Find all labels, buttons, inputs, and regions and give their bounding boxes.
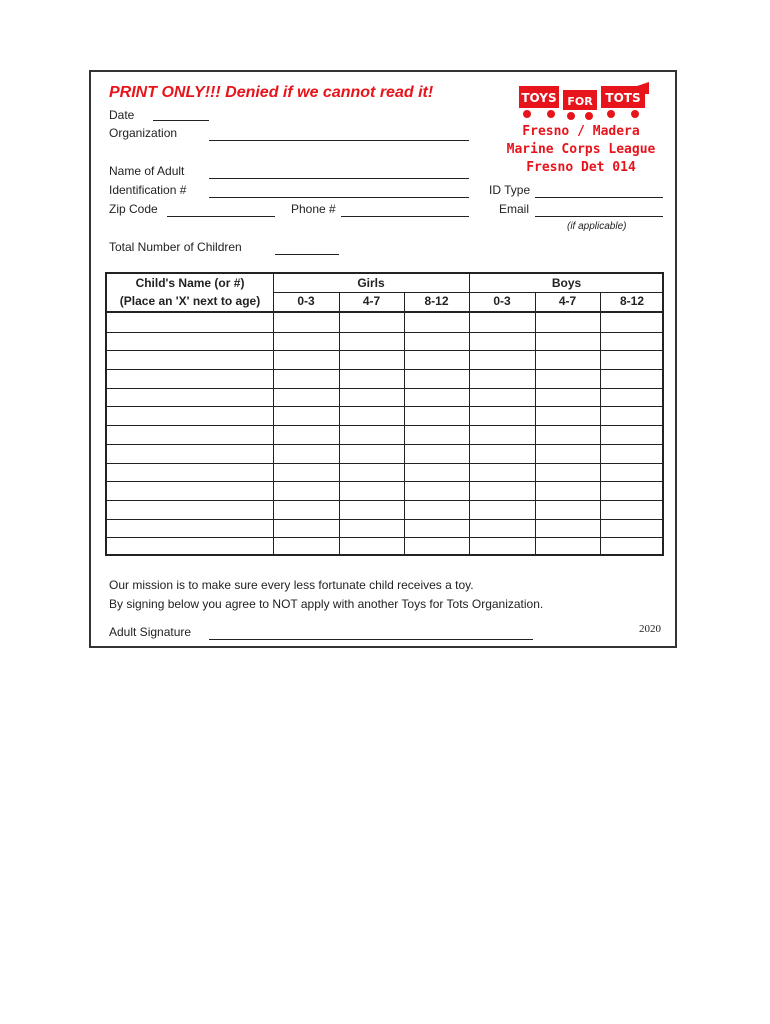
signature-label: Adult Signature (109, 625, 192, 639)
table-row[interactable] (107, 369, 662, 388)
child-name-header: Child's Name (or #) (135, 276, 245, 290)
table-row[interactable] (107, 481, 662, 500)
table-row[interactable] (107, 388, 662, 407)
girls-header: Girls (357, 276, 385, 290)
id-type-field[interactable] (535, 197, 663, 198)
adult-name-field[interactable] (209, 178, 469, 179)
children-table (105, 272, 664, 556)
total-children-field[interactable] (275, 254, 339, 255)
identification-label: Identification # (109, 183, 187, 197)
table-row[interactable] (107, 313, 662, 332)
table-row[interactable] (107, 350, 662, 369)
email-label: Email (499, 202, 530, 216)
boys-header: Boys (551, 276, 582, 290)
table-row[interactable] (107, 444, 662, 463)
total-children-label: Total Number of Children (109, 240, 242, 254)
mission-text: Our mission is to make sure every less fortunate child receives a toy. (109, 578, 474, 592)
signature-field[interactable] (209, 639, 533, 640)
agreement-text: By signing below you agree to NOT apply with another Toys for Tots Organization. (109, 597, 544, 611)
svg-text:TOYS: TOYS (521, 91, 557, 105)
girls-age-4-7: 4-7 (362, 294, 381, 308)
girls-age-0-3: 0-3 (297, 294, 315, 308)
table-row[interactable] (107, 406, 662, 425)
child-name-subheader: (Place an 'X' next to age) (119, 294, 261, 308)
phone-field[interactable] (341, 216, 469, 217)
svg-text:FOR: FOR (567, 95, 593, 108)
girls-age-8-12: 8-12 (424, 294, 449, 308)
adult-name-label: Name of Adult (109, 164, 185, 178)
boys-age-8-12: 8-12 (619, 294, 645, 308)
date-field[interactable] (153, 120, 209, 121)
organization-field[interactable] (209, 140, 469, 141)
form-year: 2020 (639, 623, 661, 635)
table-row[interactable] (107, 463, 662, 482)
organization-label: Organization (109, 126, 178, 140)
identification-field[interactable] (209, 197, 469, 198)
org-line-2: Marine Corps League (506, 142, 656, 157)
org-line-1: Fresno / Madera (522, 124, 640, 139)
svg-text:TOTS: TOTS (605, 91, 641, 105)
email-field[interactable] (535, 216, 663, 217)
request-form (89, 70, 677, 648)
table-row[interactable] (107, 500, 662, 519)
print-only-warning: PRINT ONLY!!! Denied if we cannot read it! (109, 84, 434, 101)
if-applicable-note: (if applicable) (567, 221, 627, 232)
id-type-label: ID Type (489, 183, 531, 197)
table-row[interactable] (107, 332, 662, 351)
table-row[interactable] (107, 519, 662, 538)
phone-label: Phone # (291, 202, 336, 216)
zip-code-label: Zip Code (109, 202, 158, 216)
table-row[interactable] (107, 425, 662, 444)
table-row[interactable] (107, 537, 662, 556)
boys-age-0-3: 0-3 (493, 294, 511, 308)
zip-code-field[interactable] (167, 216, 275, 217)
toys-for-tots-logo (517, 82, 651, 126)
date-label: Date (109, 108, 135, 122)
org-line-3: Fresno Det 014 (526, 160, 636, 175)
boys-age-4-7: 4-7 (558, 294, 577, 308)
